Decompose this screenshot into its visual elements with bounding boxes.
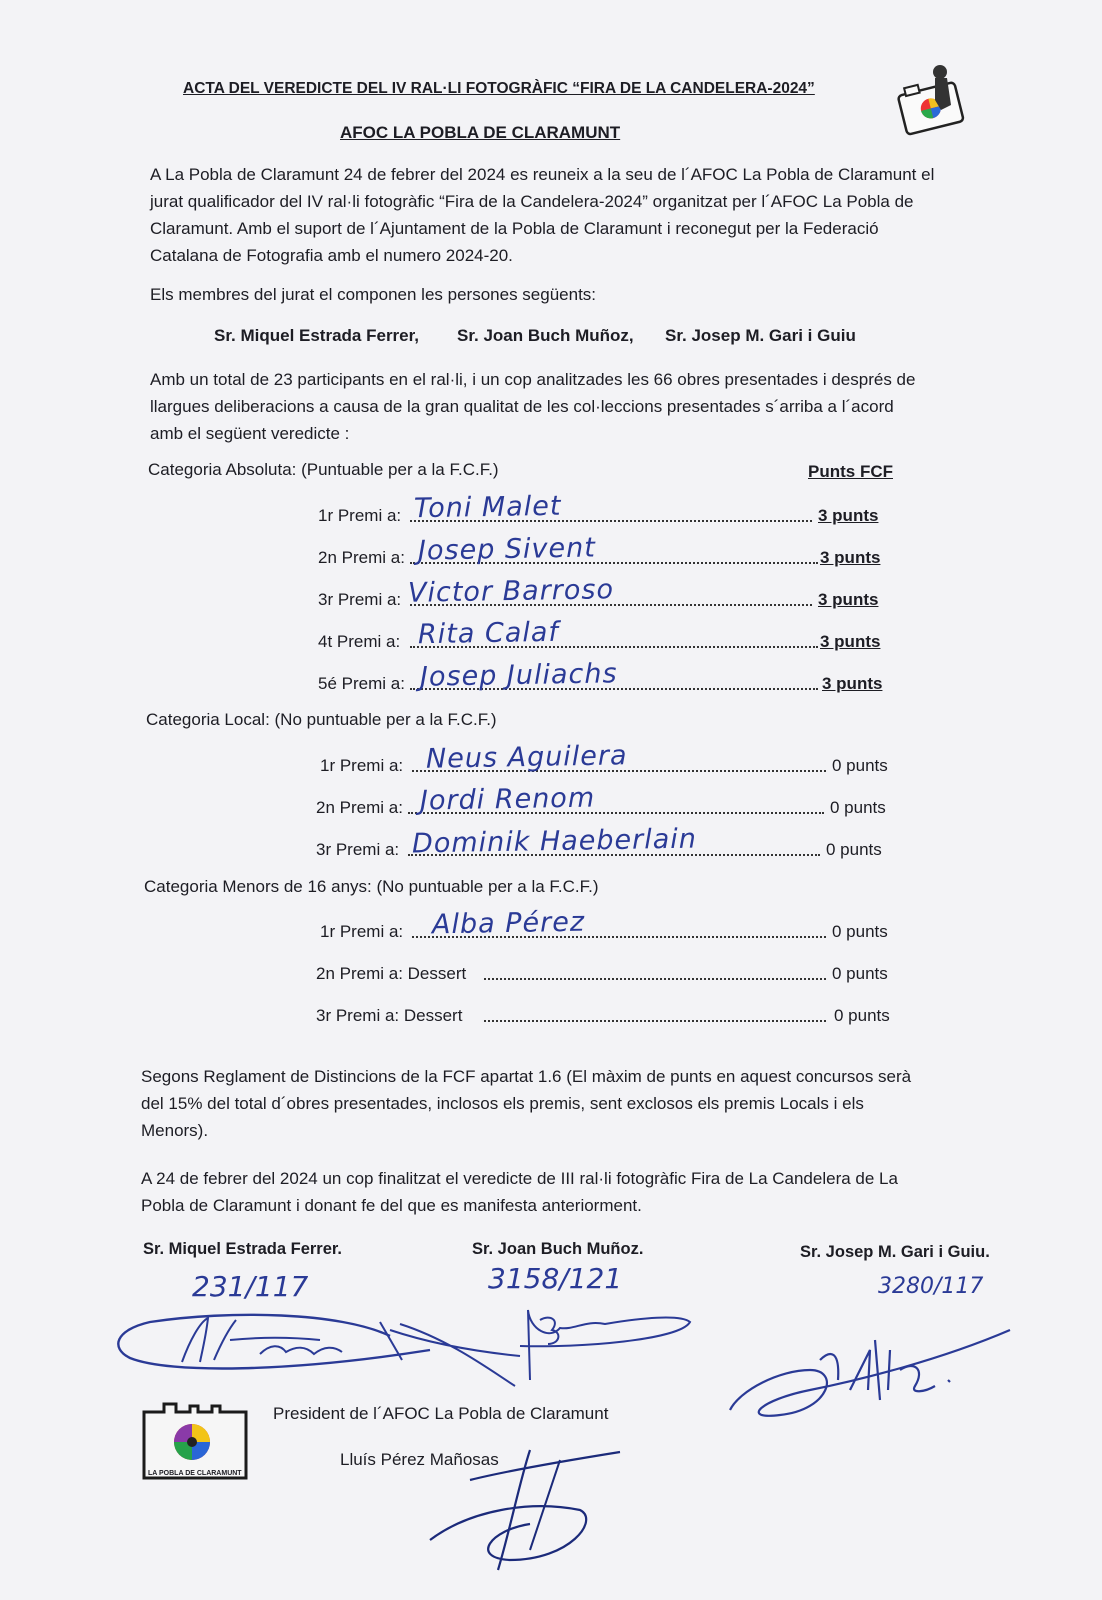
intro-paragraph	[150, 161, 934, 269]
prize-row	[0, 490, 1102, 530]
signatory-name-1: Sr. Miquel Estrada Ferrer.	[143, 1240, 342, 1258]
prize-points: 3 punts	[820, 632, 881, 651]
prize-winner-handwritten: Victor Barroso	[407, 574, 615, 609]
prize-label: 3r Premi a: Dessert	[316, 1006, 463, 1025]
document-subtitle: AFOC LA POBLA DE CLARAMUNT	[340, 123, 621, 142]
president-title: President de l´AFOC La Pobla de Claramunt	[273, 1404, 609, 1423]
prize-points: 0 punts	[832, 964, 888, 983]
prize-points: 3 punts	[818, 590, 879, 609]
signatory-name-3: Sr. Josep M. Gari i Guiu.	[800, 1243, 990, 1261]
category-absoluta-label: Categoria Absoluta: (Puntuable per a la F.C.F.)	[148, 460, 499, 479]
prize-label: 1r Premi a:	[320, 756, 404, 775]
document-title: ACTA DEL VEREDICTE DEL IV RAL·LI FOTOGRÀFIC “FIRA DE LA CANDELERA-2024”	[183, 80, 815, 97]
signature-3-icon	[720, 1320, 1020, 1430]
prize-label: 2n Premi a: Dessert	[316, 964, 467, 983]
prize-winner-handwritten: Toni Malet	[413, 490, 562, 525]
dotted-leader	[484, 978, 826, 980]
deliberation-paragraph	[150, 366, 915, 447]
prize-winner-handwritten: Josep Juliachs	[419, 658, 618, 693]
prize-label: 4t Premi a:	[318, 632, 401, 651]
regulation-line: del 15% del total d´obres presentades, inclosos els premis, sent exclosos els premis Locals i els	[141, 1094, 864, 1113]
category-local-label: Categoria Local: (No puntuable per a la F.C.F.)	[146, 710, 497, 729]
prize-points: 3 punts	[820, 548, 881, 567]
prize-points: 0 punts	[830, 798, 886, 817]
prize-winner-handwritten: Rita Calaf	[417, 616, 560, 651]
prize-points: 0 punts	[832, 756, 888, 775]
regulation-line: Menors).	[141, 1121, 209, 1140]
signatory-number-2: 3158/121	[488, 1262, 623, 1295]
category-menors-label: Categoria Menors de 16 anys: (No puntuable per a la F.C.F.)	[144, 877, 599, 896]
judge-3: Sr. Josep M. Gari i Guiu	[665, 326, 856, 345]
prize-row	[0, 1006, 1102, 1030]
prize-points: 0 punts	[826, 840, 882, 859]
prize-winner-handwritten: Jordi Renom	[419, 782, 596, 817]
intro-line: Claramunt. Amb el suport de l´Ajuntament de la Pobla de Claramunt i reconegut per la Federació	[150, 219, 879, 238]
prize-row	[0, 906, 1102, 946]
prize-label: 1r Premi a:	[320, 922, 404, 941]
signatory-name-2: Sr. Joan Buch Muñoz.	[472, 1240, 644, 1258]
prize-label: 1r Premi a:	[318, 506, 402, 525]
prize-label: 2n Premi a:	[316, 798, 403, 817]
logo-text: LA POBLA DE CLARAMUNT	[148, 1470, 242, 1477]
prize-winner-handwritten: Dominik Haeberlain	[411, 823, 698, 860]
prize-points: 0 punts	[832, 922, 888, 941]
prize-label: 3r Premi a:	[318, 590, 402, 609]
points-header: Punts FCF	[808, 462, 893, 481]
prize-row	[0, 616, 1102, 656]
prize-winner-handwritten: Alba Pérez	[431, 906, 586, 941]
closing-line: Pobla de Claramunt i donant fe del que es manifesta anteriorment.	[141, 1196, 642, 1215]
signatory-number-3: 3280/117	[878, 1274, 984, 1299]
prize-row	[0, 740, 1102, 780]
closing-line: A 24 de febrer del 2024 un cop finalitzat el veredicte de III ral·li fotogràfic Fira de La Candelera de La	[141, 1169, 898, 1188]
judge-2: Sr. Joan Buch Muñoz,	[457, 326, 634, 345]
intro-line: A La Pobla de Claramunt 24 de febrer del 2024 es reuneix a la seu de l´AFOC La Pobla de Claramunt el	[150, 165, 935, 184]
dotted-leader	[484, 1020, 826, 1022]
prize-label: 2n Premi a:	[318, 548, 405, 567]
prize-row	[0, 574, 1102, 614]
prize-winner-handwritten: Neus Aguilera	[425, 740, 628, 775]
deliberation-line: amb el següent veredicte :	[150, 424, 350, 443]
prize-winner-handwritten: Josep Sivent	[417, 532, 597, 567]
afoc-logo-top-icon	[895, 60, 970, 140]
prize-points: 3 punts	[822, 674, 883, 693]
intro-line: jurat qualificador del IV ral·li fotogràfic “Fira de la Candelera-2024” organitzat per l´AFOC La Pobla de	[150, 192, 914, 211]
president-signature-icon	[410, 1440, 640, 1580]
prize-row	[0, 964, 1102, 988]
deliberation-line: Amb un total de 23 participants en el ral·li, i un cop analitzades les 66 obres presentades i després de	[150, 370, 916, 389]
prize-row	[0, 823, 1102, 864]
judge-1: Sr. Miquel Estrada Ferrer,	[214, 326, 420, 345]
regulation-line: Segons Reglament de Distincions de la FCF apartat 1.6 (El màxim de punts en aquest concursos serà	[141, 1067, 912, 1086]
prize-points: 3 punts	[818, 506, 879, 525]
prize-label: 3r Premi a:	[316, 840, 400, 859]
regulation-paragraph	[141, 1063, 911, 1144]
prize-label: 5é Premi a:	[318, 674, 405, 693]
signatory-number-1: 231/117	[192, 1270, 309, 1303]
prize-row	[0, 658, 1102, 698]
prize-row	[0, 532, 1102, 572]
president-name: Lluís Pérez Mañosas	[340, 1450, 499, 1469]
prize-row	[0, 782, 1102, 822]
closing-paragraph	[141, 1165, 898, 1219]
intro-line: Catalana de Fotografia amb el numero 2024-20.	[150, 246, 513, 265]
prize-points: 0 punts	[834, 1006, 890, 1025]
deliberation-line: llargues deliberacions a causa de la gran qualitat de les col·leccions presentades s´arriba a l´acord	[150, 397, 894, 416]
jury-intro: Els membres del jurat el componen les persones següents:	[150, 285, 597, 304]
signature-2-icon	[380, 1300, 710, 1390]
